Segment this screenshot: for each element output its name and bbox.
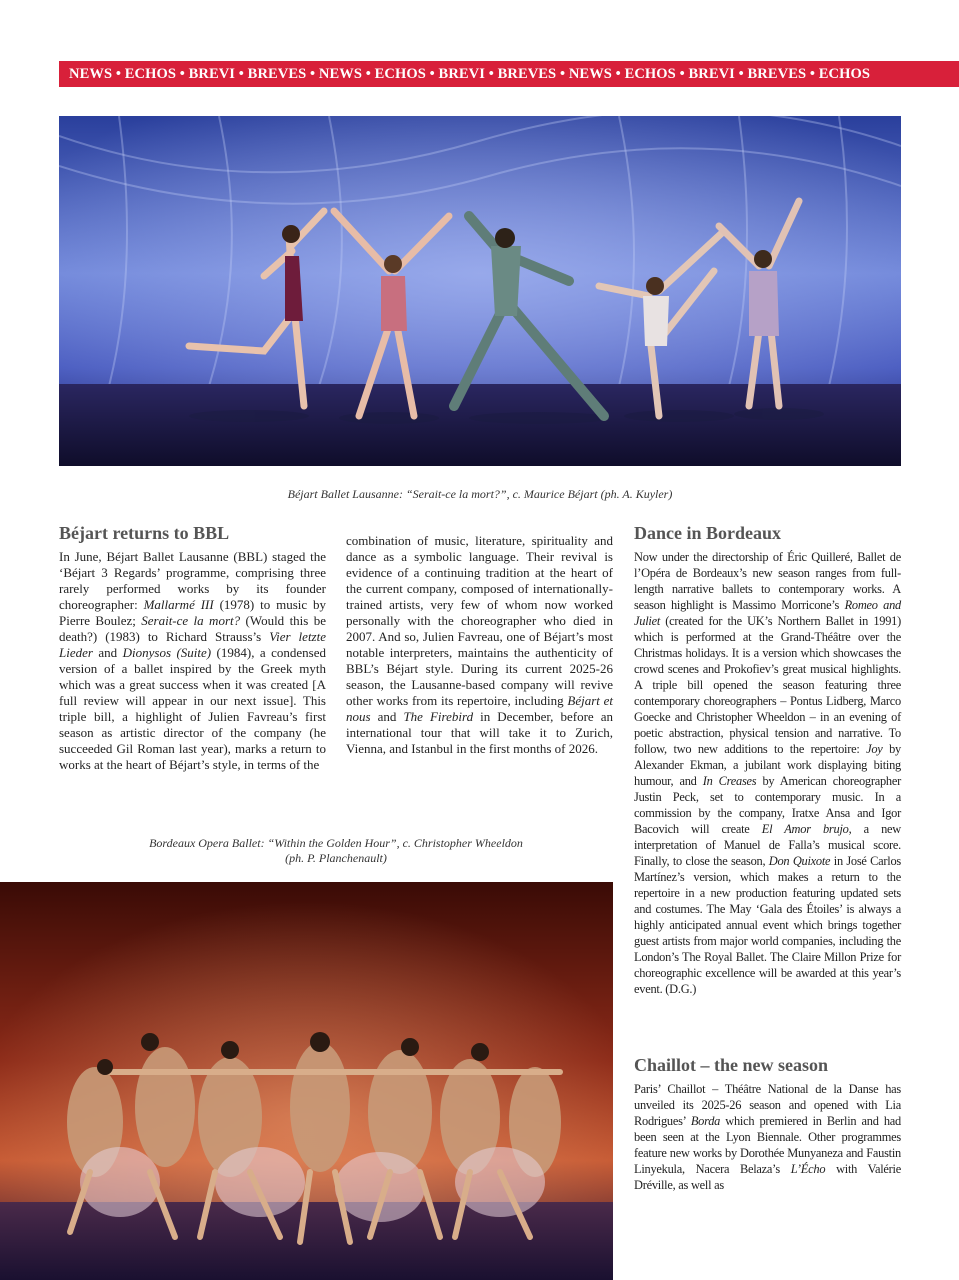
text-run: by American choreographer Justin Peck, set to contemporary music. In a commission by the company, Iratxe Ansa and Igor Bacovich will create (634, 774, 902, 836)
caption-line: (ph. P. Planchenault) (285, 851, 387, 865)
work-title: Don Quixote (768, 854, 831, 868)
text-run: and (370, 709, 404, 724)
bordeaux-ballet-photo-image (0, 882, 613, 1280)
caption-line: Bordeaux Opera Ballet: “Within the Golden Hour”, c. Christopher Wheeldon (149, 836, 523, 850)
chaillot-article-title: Chaillot – the new season (634, 1055, 829, 1075)
work-title: Romeo and Juliet (634, 598, 902, 628)
text-run: combination of music, literature, spirituality and dance as a symbolic language. Their revival is evidence of a continuing tradition at the heart of the current company, composed of internationally-trained artists, very few of whom now worked personally with the choreographer who died in 2007. And so, Julien Favreau, one of Béjart’s most notable interpreters, maintains the authenticity of BBL’s Béjart style. During its current 2025-26 season, the Lausanne-based company will revive other works from its repertoire, including (346, 533, 613, 708)
text-run: with Valérie Dréville, as well as (634, 1162, 901, 1192)
work-title: Serait-ce la mort? (141, 613, 241, 628)
section-banner: NEWS • ECHOS • BREVI • BREVES • NEWS • ECHOS • BREVI • BREVES • NEWS • ECHOS • BREVI • BREVES • ECHOS (59, 61, 959, 87)
bordeaux-ballet-photo (0, 882, 613, 1280)
bejart-ballet-photo-image (59, 116, 901, 466)
bordeaux-article-title: Dance in Bordeaux (634, 523, 782, 543)
work-title: Borda (690, 1114, 721, 1128)
text-run: in December, before an international tour that will take it to Zurich, Vienna, and Istanbul in the first months of 2026. (346, 709, 613, 756)
bordeaux-photo-caption (59, 836, 613, 866)
work-title: In Creases (702, 774, 757, 788)
text-run: Now under the directorship of Éric Quilleré, Ballet de l’Opéra de Bordeaux’s new season ranges from full-length narrative ballets to contemporary works. A season highlight is Massimo Morricone’s (634, 550, 901, 612)
bejart-article-column-1 (59, 549, 326, 773)
text-run: in José Carlos Martínez’s version, which makes a return to the repertoire in a new production featuring updated sets and costumes. The May ‘Gala des Étoiles’ is always a highly anticipated annual event which brings together guest artists from major world companies, including the London’s The Royal Ballet. The Claire Millon Prize for choreographic excellence will be awarded at this year’s event. (D.G.) (634, 854, 901, 996)
bordeaux-article-body (634, 549, 901, 997)
work-title: The Firebird (403, 709, 474, 724)
work-title: L’Écho (790, 1162, 826, 1176)
text-run: , a new interpretation of Manuel de Falla’s musical score. Finally, to close the season, (634, 822, 901, 868)
bejart-photo-caption: Béjart Ballet Lausanne: “Serait-ce la mort?”, c. Maurice Béjart (ph. A. Kuyler) (287, 487, 673, 501)
text-run: which premiered in Berlin and had been seen at the Lyon Biennale. Other programmes feature new works by Dorothée Munyaneza and Faustin Linyekula, Nacera Belaza’s (634, 1114, 901, 1176)
bejart-article-title: Béjart returns to BBL (59, 523, 230, 543)
text-run: (created for the UK’s Northern Ballet in 1991) which is performed at the Grand-Théâtre over the Christmas holidays. It is a version which showcases the crowd scenes and Prokofiev’s great musical highlights. A triple bill opened the season featuring three contemporary choreographers – Pontus Lidberg, Marco Goecke and Christopher Wheeldon – in an evening of poetic abstraction, physical tension and narrative. To follow, two new additions to the repertoire: (634, 614, 901, 756)
work-title: Mallarmé III (143, 597, 214, 612)
work-title: Joy (866, 742, 883, 756)
bejart-ballet-photo (59, 116, 901, 466)
text-run: (1978) to music by Pierre Boulez; (59, 597, 327, 628)
text-run: (Would this be death?) (1983) to Richard Strauss’s (59, 613, 326, 644)
work-title: Béjart et nous (346, 693, 613, 724)
text-run: In June, Béjart Ballet Lausanne (BBL) staged the ‘Béjart 3 Regards’ programme, comprising three rarely performed works by its founder choreographer: (59, 549, 326, 612)
text-run: by Alexander Ekman, a jubilant work displaying biting humour, and (634, 742, 901, 788)
work-title: Vier letzte Lieder (59, 629, 326, 660)
text-run: and (92, 645, 123, 660)
text-run: Paris’ Chaillot – Théâtre National de la Danse has unveiled its 2025-26 season and opened with Lia Rodrigues’ (634, 1082, 901, 1128)
bejart-article-column-2 (346, 533, 613, 757)
work-title: El Amor brujo (761, 822, 849, 836)
chaillot-article-body (634, 1081, 901, 1193)
text-run: (1984), a condensed version of a ballet inspired by the Greek myth which was a great success when it was created [A full review will appear in our next issue]. This triple bill, a highlight of Julien Favreau’s first season as artistic director of the company (he succeeded Gil Roman last year), marks a return to works at the heart of Béjart’s style, in terms of the (59, 645, 326, 772)
work-title: Dionysos (Suite) (122, 645, 212, 660)
